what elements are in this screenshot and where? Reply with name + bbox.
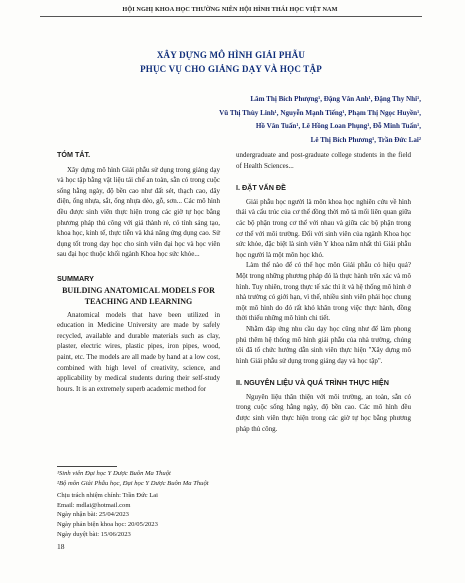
running-header: HỘI NGHỊ KHOA HỌC THƯỜNG NIÊN HỘI HÌNH THÁI HỌC VIỆT NAM — [122, 6, 338, 13]
section-1-paragraph-2: Làm thế nào để có thể học môn Giải phẫu có hiệu quả? Một trong những phương pháp đó là thực hành trên xác và mô hình. Tuy nhiên, trong thực tế xác thì ít và hệ thống mô hình ở nhà trường có giới hạn, vì thế, nhiều sinh viên phải học chung một mô hình do đó rất khó khăn trong việc thực hành, đồng thời thiếu những mô hình chi tiết. — [236, 261, 411, 323]
date-reviewed: Ngày phản biện khoa học: 20/05/2023 — [57, 520, 158, 528]
author-line: Lâm Thị Bích Phượng¹, Đặng Văn Anh¹, Đặng Thy Nhi¹, — [250, 95, 421, 103]
footnote-affiliation-2: ²Bộ môn Giải Phẫu học, Đại học Y Dược Buôn Ma Thuột — [57, 479, 209, 487]
summary-text: Anatomical models that have been utilized in education in Medicine University are made by safely recycled, available and durable materials such as clay, plaster, electric wires, plastic pipes, iron pipes, wood, paint, etc. The models are all made by hand at a low cost, combined with high level of creativity, science, and applicability by medical students during their self-study hours. It is an extremely superb academic method for — [57, 310, 220, 393]
section-1-paragraph-3: Nhằm đáp ứng nhu cầu dạy học cũng như để làm phong phú thêm hệ thống mô hình giải phẫu của nhà trường, chúng tôi đã tổ chức hướng dẫn sinh viên thực hiện "Xây dựng mô hình Giải phẫu sử dụng trong giảng dạy và học tập". — [236, 324, 411, 365]
section-1-heading: I. ĐẶT VẤN ĐỀ — [236, 183, 286, 193]
summary-text-continued: undergraduate and post-graduate college students in the field of Health Sciences... — [236, 151, 411, 170]
footnote-affiliation-1: ¹Sinh viên Đại học Y Dược Buôn Ma Thuột — [57, 470, 171, 477]
paper-title-line-2: PHỤC VỤ CHO GIẢNG DẠY VÀ HỌC TẬP — [140, 64, 322, 74]
date-accepted: Ngày duyệt bài: 15/06/2023 — [57, 530, 131, 538]
author-line: Lê Thị Bích Phương¹, Trần Đức Lai² — [310, 135, 421, 144]
corresponding-email: Email: mdlai@hotmail.com — [57, 501, 131, 509]
page-number: 18 — [57, 542, 65, 551]
abstract-heading: TÓM TẮT. — [57, 150, 91, 159]
header-divider — [40, 16, 422, 17]
author-list — [81, 93, 421, 147]
section-2-paragraph-1: Nguyên liệu thân thiện với môi trường, an toàn, sẵn có trong cuộc sống hằng ngày, độ bền cao. Các mô hình đều được sinh viên thực hiện trong các giờ tự học bằng phương pháp thủ công. — [236, 392, 411, 433]
date-received: Ngày nhận bài: 25/04/2023 — [57, 511, 129, 519]
author-line: Vũ Thị Thùy Linh¹, Nguyễn Mạnh Tiếng¹, Phạm Thị Ngọc Huyền¹, — [219, 108, 421, 117]
paper-title-line-1: XÂY DỰNG MÔ HÌNH GIẢI PHẪU — [156, 50, 306, 60]
abstract-text: Xây dựng mô hình Giải phẫu sử dụng trong giảng dạy và học tập bằng vật liệu tái chế an toàn, sẵn có trong cuộc sống hằng ngày, độ bền cao như đất sét, thạch cao, dây điện, ống nhựa, sắt, ống nhựa dẻo, gỗ, sơn... Các mô hình đều được sinh viên thực hiện trong các giờ tự học bằng phương pháp thủ công với giá thành rẻ, có tính sáng tạo, khoa học, kinh tế, thực tiễn và khả năng ứng dụng cao. Sử dụng tốt trong dạy học cho sinh viên đại học và học viên sau đại học thuộc khối ngành Khoa học sức khỏe... — [57, 165, 220, 259]
footnotes — [57, 469, 220, 539]
corresponding-author: Chịu trách nhiệm chính: Trần Đức Lai — [57, 492, 158, 500]
summary-heading: SUMMARY — [57, 273, 94, 283]
left-column — [57, 150, 220, 394]
section-2-heading: II. NGUYÊN LIỆU VÀ QUÁ TRÌNH THỰC HIỆN — [236, 378, 389, 388]
author-line: Hồ Văn Tuấn¹, Lê Hồng Loan Phụng¹, Đỗ Minh Tuấn¹, — [255, 122, 421, 130]
right-column — [236, 150, 411, 434]
summary-title: BUILDING ANATOMICAL MODELS FOR TEACHING AND LEARNING — [62, 285, 215, 306]
footnote-divider — [57, 466, 117, 467]
section-1-paragraph-1: Giải phẫu học người là môn khoa học nghiên cứu về hình thái và cấu trúc của cơ thể đồng thời mô tả mối liên quan giữa các bộ phận trong cơ thể với nhau và giữa các bộ phận trong cơ thể với môi trường. Đối với sinh viên của ngành Khoa học sức khỏe, đặc biệt là sinh viên Y khoa năm nhất thì Giải phẫu học người là một môn học khó. — [236, 197, 411, 259]
